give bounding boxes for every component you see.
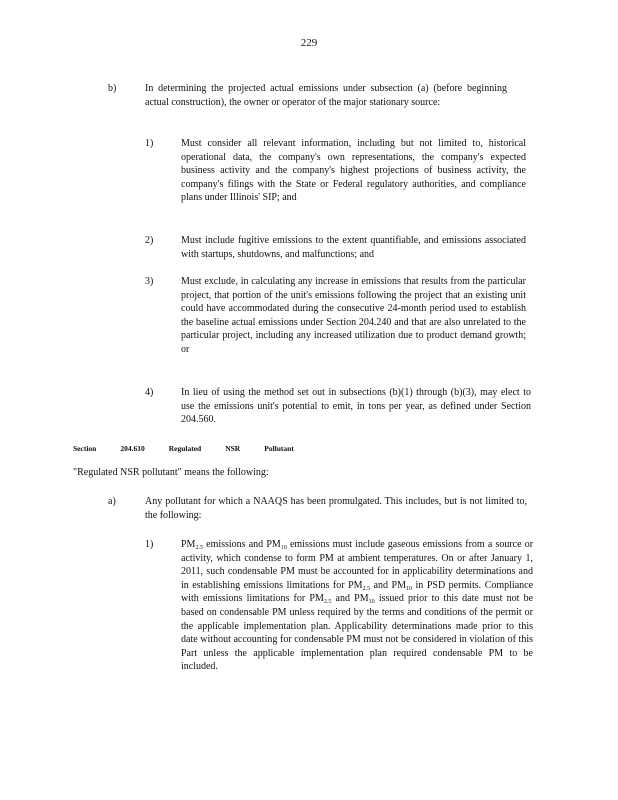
item-b4-marker: 4) [145, 387, 154, 398]
section-title-word-1: Regulated [168, 444, 202, 453]
subsection-b-text: In determining the projected actual emissions under subsection (a) (before beginning actual construction), the owner or operator of the major stationary source: [145, 83, 507, 108]
section-label: Section [73, 444, 97, 453]
pm-subscript: 10 [405, 585, 412, 592]
section-definition: "Regulated NSR pollutant" means the following: [73, 467, 269, 478]
section-title-word-3: Pollutant [264, 444, 294, 453]
subsection-a-marker: a) [108, 496, 116, 507]
subsection-a-text: Any pollutant for which a NAAQS has been promulgated. This includes, but is not limited to, the following: [145, 496, 527, 521]
item-a1-text-part-3: and [373, 579, 388, 591]
item-b3-text: Must exclude, in calculating any increase in emissions that results from the particular project, that portion of the unit's emissions following the project that an existing unit could have accommodated during the consecutive 24-month period used to establish the baseline actual emissions under Section 204.240 and that are also unrelated to the particular project, including any increased utilization due to product demand growth; or [181, 276, 526, 355]
item-b4-text: In lieu of using the method set out in subsections (b)(1) through (b)(3), may elect to use the emissions unit's potential to emit, in tons per year, as defined under Section 204.560. [181, 387, 531, 426]
pm-label: PM [266, 539, 281, 550]
item-a1-text-part-4: in PSD permits. Compliance with emissions limitations for [181, 579, 534, 605]
pm-subscript: 2.5 [362, 585, 371, 592]
pm-label: PM [348, 579, 363, 591]
pm-label: PM [181, 539, 196, 550]
item-b2-marker: 2) [145, 235, 154, 246]
pm-subscript: 2.5 [195, 545, 203, 551]
item-b2-text: Must include fugitive emissions to the extent quantifiable, and emissions associated with startups, shutdowns, and malfunctions; and [181, 235, 526, 260]
section-heading [73, 442, 318, 456]
pm-label: PM [354, 593, 369, 605]
pm-subscript: 2.5 [323, 599, 332, 606]
item-a1-marker: 1) [145, 539, 154, 550]
pm-label: PM [391, 579, 406, 591]
page-number: 229 [300, 37, 318, 49]
item-b3-marker: 3) [145, 276, 154, 287]
section-number: 204.610 [120, 444, 145, 453]
pm-subscript: 10 [280, 545, 287, 551]
item-b1-marker: 1) [145, 138, 154, 149]
pm-label: PM [309, 593, 324, 605]
pm-subscript: 10 [368, 599, 375, 606]
subsection-b-marker: b) [108, 83, 117, 94]
item-a1-text-part-6: issued prior to this date must not be based on condensable PM unless required by the terms and conditions of the permit or the applicable implementation plan. Applicability determinations made prior to this date without accounting for condensable PM must not be considered in violation of this Part unless the applicable implementation plan required condensable PM to be included. [181, 593, 534, 673]
item-b1-text: Must consider all relevant information, including but not limited to, historical operational data, the company's own representations, the company's expected business activity and the company's highest projections of business activity, the company's filings with the State or Federal regulatory authorities, and compliance plans under Illinois' SIP; and [181, 138, 526, 204]
item-a1-text-part-2: emissions must include gaseous emissions from a source or activity, which condense to form PM at ambient temperatures. On or after January 1, 2011, such condensable PM must be accounted for in applicability determinations and in establishing emissions limitations for [181, 539, 534, 591]
item-a1-text-part-5: and [335, 593, 350, 605]
item-a1-text [181, 538, 533, 674]
section-title-word-2: NSR [225, 444, 241, 453]
item-a1-text-part-1: emissions and [206, 539, 264, 550]
